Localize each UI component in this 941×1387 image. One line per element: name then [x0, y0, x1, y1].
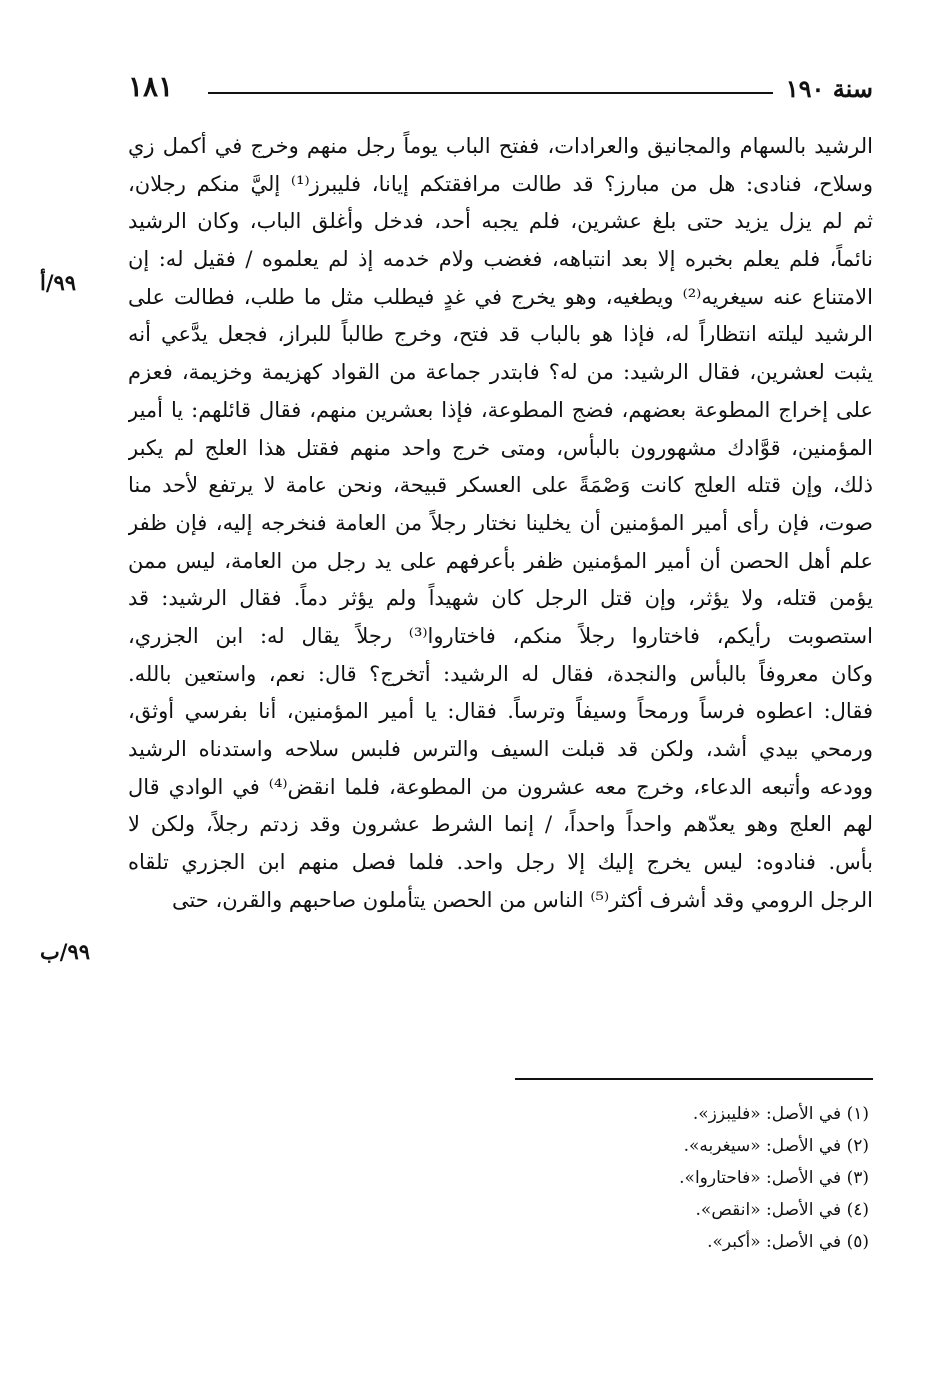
text-line: ذلك، وإن قتله العلج كانت وَصْمَةً على العسكر قبيحة، ونحن عامة لا يرتفع لأحد منا	[128, 473, 873, 498]
footnote: (٤) في الأصل: «انقص».	[695, 1200, 869, 1220]
text-line: فقال: اعطوه فرساً ورمحاً وسيفاً وترساً. فقال: يا أمير المؤمنين، أنا بفرسي أوثق،	[128, 699, 873, 724]
header-rule	[208, 92, 773, 94]
text-line: نائماً، فلم يعلم بخبره إلا بعد انتباهه، فغضب ولام خدمه إذ لم يعلموه / فقيل له: إن	[128, 247, 873, 272]
text-line: ورمحي بيدي أشد، ولكن قد قبلت السيف والترس فلبس سلاحه واستدناه الرشيد	[128, 737, 873, 761]
text-line: يثبت لعشرين، فقال الرشيد: من له؟ فابتدر جماعة من القواد كهزيمة وخزيمة، فعزم	[128, 360, 873, 385]
footnote: (٣) في الأصل: «فاحتاروا».	[679, 1168, 869, 1188]
text-line: الرشيد ليلته انتظاراً له، فإذا هو بالباب قد فتح، وخرج طالباً للبراز، فجعل يدَّعي أنه	[128, 322, 873, 347]
text-line: الامتناع عنه سيغريه⁽²⁾ ويطغيه، وهو يخرج في غدٍ فيطلب مثل ما طلب، فطالت على	[128, 284, 873, 309]
footnote: (٥) في الأصل: «أكبر».	[707, 1232, 869, 1252]
text-line: ثم لم يزل يزيد حتى بلغ عشرين، فلم يجبه أحد، فدخل وأغلق الباب، وكان الرشيد	[128, 209, 873, 234]
text-line: علم أهل الحصن أن أمير المؤمنين ظفر بأعرفهم على يد رجل من العامة، ليس ممن	[128, 548, 873, 573]
text-line: يؤمن قتله، ولا يؤثر، وإن قتل الرجل كان شهيداً ولم يؤثر دماً. فقال الرشيد: قد	[128, 586, 873, 611]
text-line: المؤمنين، قوَّادك مشهورون بالبأس، ومتى خرج واحد منهم فقتل هذا العلج لم يكبر	[128, 435, 873, 460]
text-line: بأس. فنادوه: ليس يخرج إليك إلا رجل واحد. فلما فصل منهم ابن الجزري تلقاه	[128, 850, 873, 875]
text-line: على إخراج المطوعة بعضهم، فضج المطوعة، فإذا بعشرين منهم، فقال قائلهم: يا أمير	[128, 397, 873, 422]
text-line: الرجل الرومي وقد أشرف أكثر⁽⁵⁾ الناس من الحصن يتأملون صاحبهم والقرن، حتى	[171, 887, 873, 912]
text-line: وكان معروفاً بالبأس والنجدة، فقال له الرشيد: أتخرج؟ قال: نعم، واستعين بالله.	[128, 661, 873, 686]
margin-folio-note: ٩٩/أ	[40, 270, 77, 295]
page-number: ١٨١	[128, 70, 174, 103]
main-text	[128, 128, 873, 919]
text-line: وسلاح، فنادى: هل من مبارز؟ قد طالت مرافقتكم إيانا، فليبرز⁽¹⁾ إليَّ منكم رجلان،	[128, 171, 873, 196]
margin-folio-note: ٩٩/ب	[40, 939, 91, 964]
running-head-year: سنة ١٩٠	[785, 74, 873, 103]
text-line: وودعه وأتبعه الدعاء، وخرج معه عشرون من المطوعة، فلما انقض⁽⁴⁾ في الوادي قال	[128, 774, 873, 799]
text-line: استصوبت رأيكم، فاختاروا رجلاً منكم، فاختاروا⁽³⁾ رجلاً يقال له: ابن الجزري،	[128, 623, 873, 648]
footnote: (١) في الأصل: «فليبزز».	[692, 1104, 869, 1124]
text-line: الرشيد بالسهام والمجانيق والعرادات، ففتح الباب يوماً رجل منهم وخرج في أكمل زي	[128, 134, 873, 158]
footnotes	[679, 1098, 869, 1258]
footnote: (٢) في الأصل: «سيغربه».	[683, 1136, 869, 1156]
footnote-separator	[515, 1078, 873, 1080]
text-line: لهم العلج وهو يعدّهم واحداً واحداً، / إنما الشرط عشرون وقد زدتم رجلاً، ولكن لا	[128, 812, 873, 837]
page-header	[128, 70, 873, 110]
text-line: صوت، فإن رأى أمير المؤمنين أن يخلينا نختار رجلاً من العامة فنخرجه إليه، فإن ظفر	[128, 510, 873, 535]
